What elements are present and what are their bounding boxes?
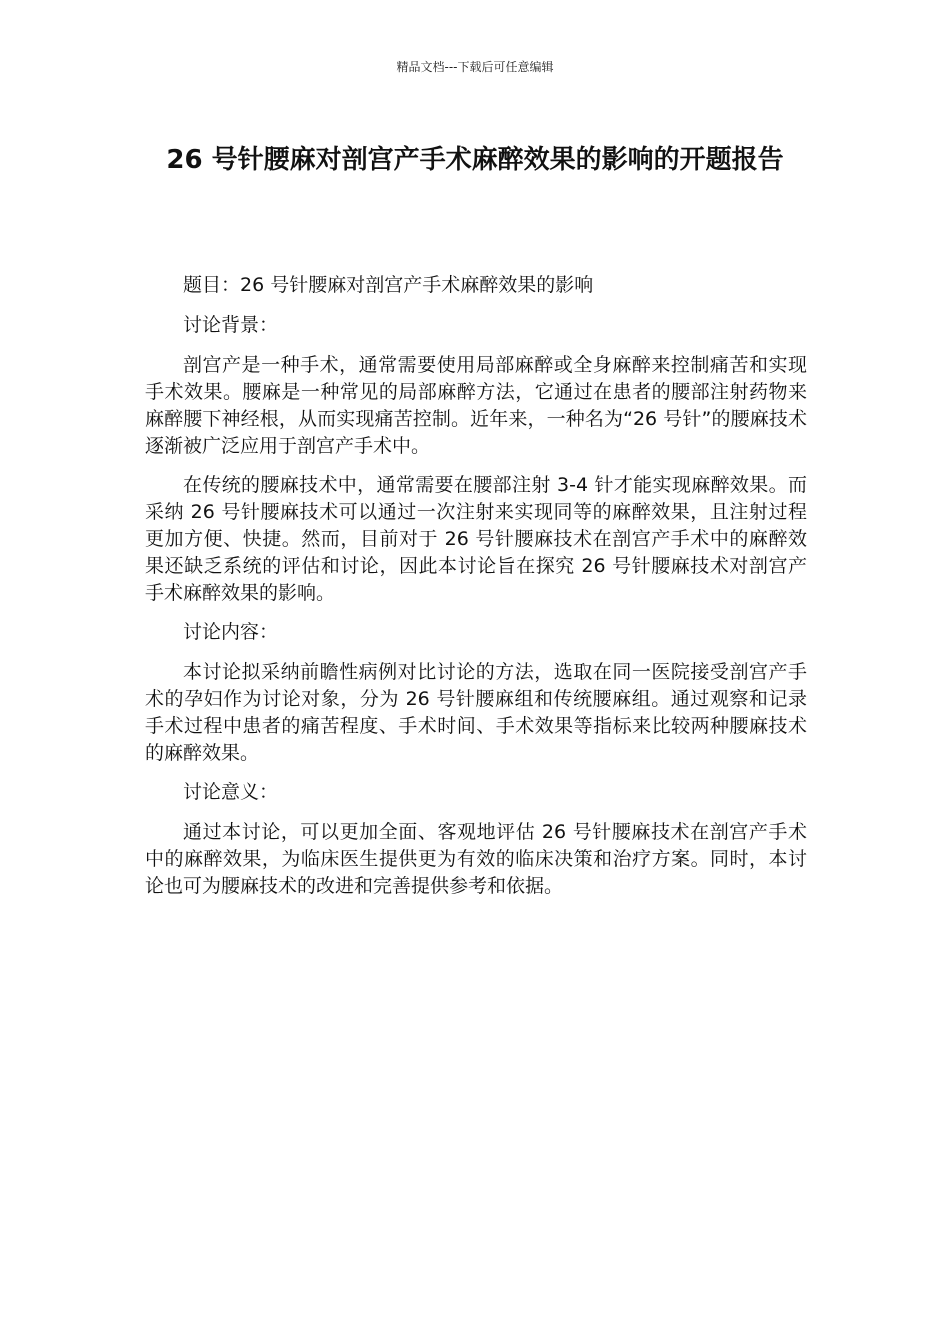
significance-paragraph-1: 通过本讨论，可以更加全面、客观地评估 26 号针腰麻技术在剖宫产手术中的麻醉效果，为临床医生提供更为有效的临床决策和治疗方案。同时，本讨论也可为腰麻技术的改进和完善提供参考和依据。: [145, 821, 807, 897]
document-title: 26 号针腰麻对剖宫产手术麻醉效果的影响的开题报告: [166, 145, 784, 175]
topic-line: 题目：26 号针腰麻对剖宫产手术麻醉效果的影响: [183, 274, 594, 296]
background-paragraph-1: 剖宫产是一种手术，通常需要使用局部麻醉或全身麻醉来控制痛苦和实现手术效果。腰麻是一种常见的局部麻醉方法，它通过在患者的腰部注射药物来麻醉腰下神经根，从而实现痛苦控制。近年来，一种名为“26 号针”的腰麻技术逐渐被广泛应用于剖宫产手术中。: [145, 354, 807, 457]
content-paragraph-1: 本讨论拟采纳前瞻性病例对比讨论的方法，选取在同一医院接受剖宫产手术的孕妇作为讨论对象，分为 26 号针腰麻组和传统腰麻组。通过观察和记录手术过程中患者的痛苦程度、手术时间、手术效果等指标来比较两种腰麻技术的麻醉效果。: [145, 661, 807, 764]
document-body: [145, 272, 807, 912]
header-note: 精品文档---下载后可任意编辑: [396, 60, 554, 74]
background-paragraph-2: 在传统的腰麻技术中，通常需要在腰部注射 3-4 针才能实现麻醉效果。而采纳 26 号针腰麻技术可以通过一次注射来实现同等的麻醉效果，且注射过程更加方便、快捷。然而，目前对于 26 号针腰麻技术在剖宫产手术中的麻醉效果还缺乏系统的评估和讨论，因此本讨论旨在探究 26 号针腰麻技术对剖宫产手术麻醉效果的影响。: [145, 474, 807, 604]
content-label: 讨论内容：: [183, 621, 279, 643]
significance-label: 讨论意义：: [183, 781, 279, 803]
background-label: 讨论背景：: [183, 314, 279, 336]
